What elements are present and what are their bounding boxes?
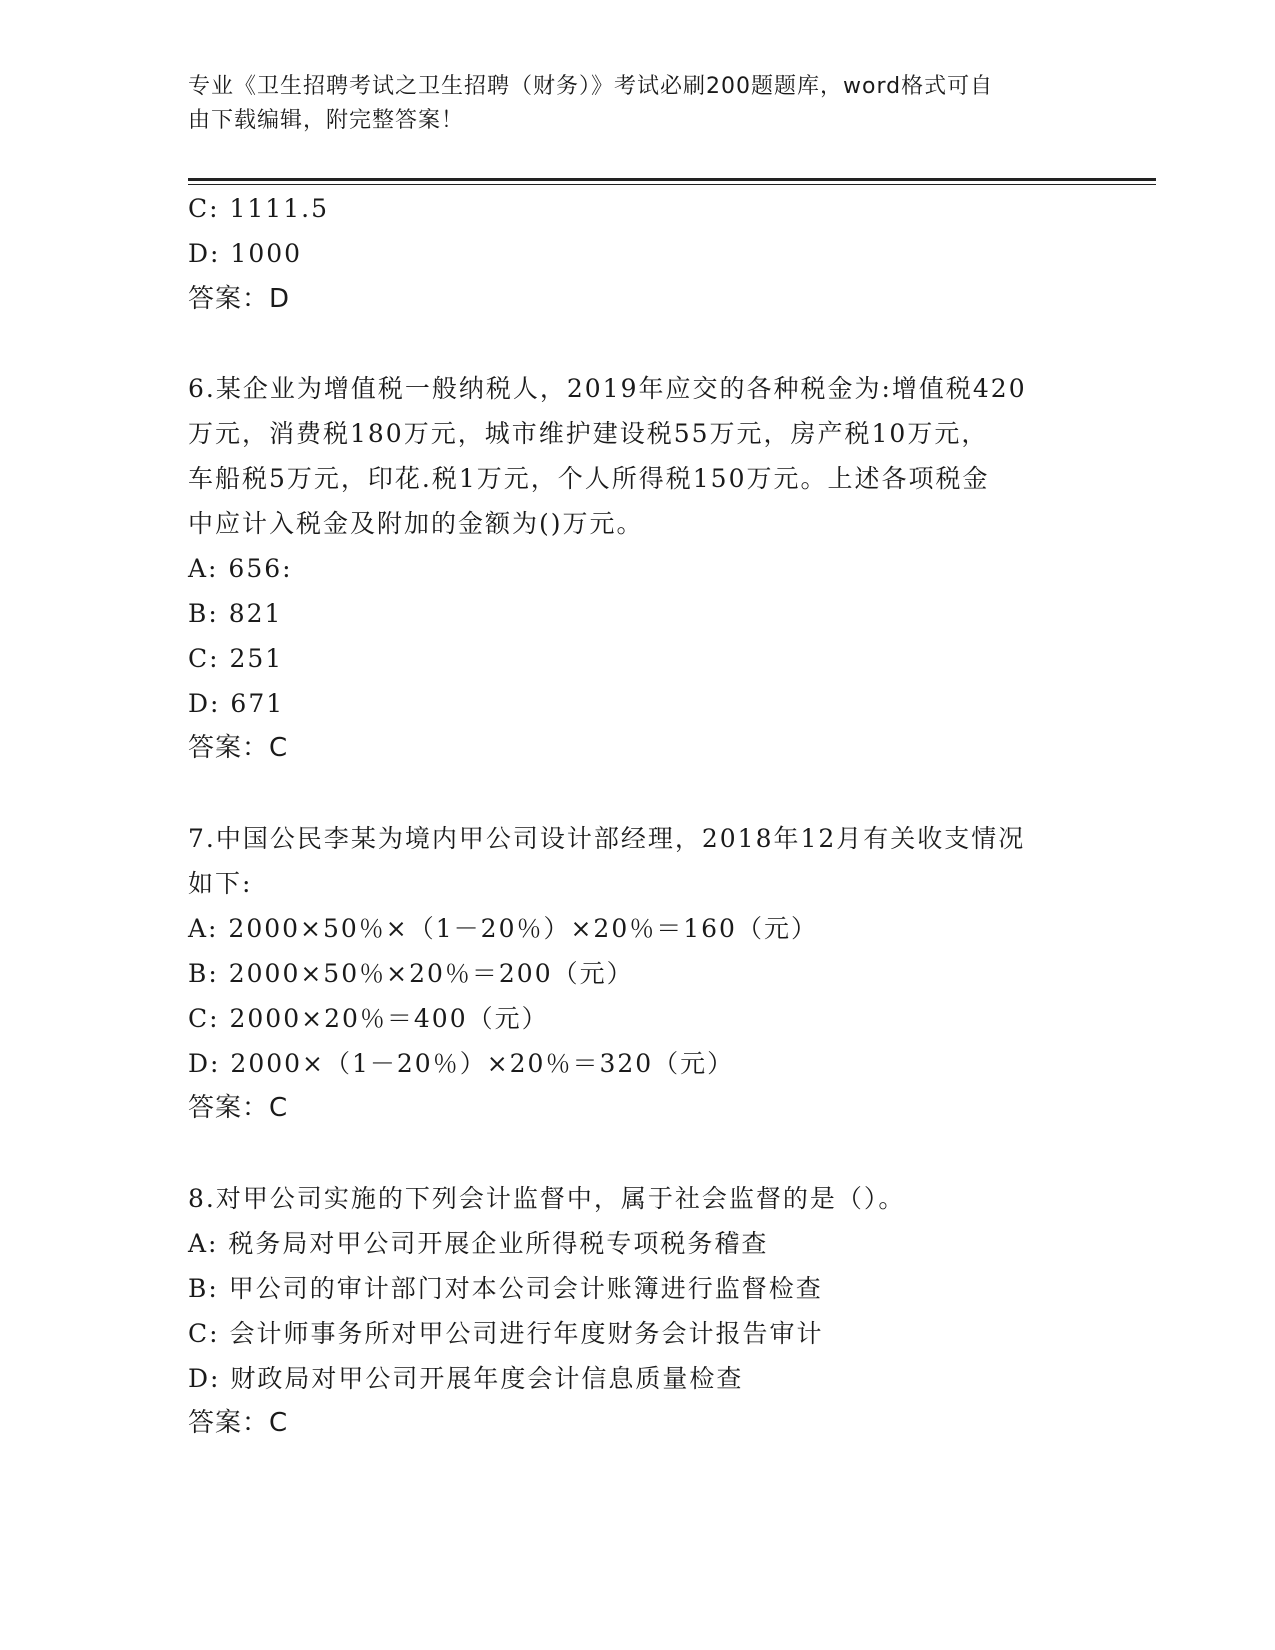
header-title-line-1: 专业《卫生招聘考试之卫生招聘（财务）》考试必刷200题题库，word格式可自 — [188, 74, 994, 99]
q6-stem-line-2: 万元，消费税180万元，城市维护建设税55万元，房产税10万元， — [188, 419, 989, 448]
q6-option-a: A: 656: — [188, 554, 293, 583]
q8-option-b: B: 甲公司的审计部门对本公司会计账簿进行监督检查 — [188, 1274, 823, 1303]
header-divider-thin — [188, 184, 1156, 185]
q7-option-b: B: 2000×50％×20％＝200（元） — [188, 959, 634, 988]
q7-stem-line-2: 如下: — [188, 869, 253, 898]
q6-answer: 答案：C — [188, 733, 289, 763]
q8-answer: 答案：C — [188, 1408, 289, 1438]
q6-option-c: C: 251 — [188, 644, 284, 673]
q8-option-d: D: 财政局对甲公司开展年度会计信息质量检查 — [188, 1364, 744, 1393]
q8-option-c: C: 会计师事务所对甲公司进行年度财务会计报告审计 — [188, 1319, 824, 1348]
q7-option-a: A: 2000×50％×（1－20％）×20％＝160（元） — [188, 914, 818, 943]
q6-option-d: D: 671 — [188, 689, 285, 718]
q8-stem-line-1: 8.对甲公司实施的下列会计监督中，属于社会监督的是（）。 — [188, 1184, 906, 1213]
header-title-line-2: 由下载编辑，附完整答案！ — [188, 108, 465, 133]
q7-answer: 答案：C — [188, 1093, 289, 1123]
q5-option-d: D: 1000 — [188, 239, 303, 268]
q7-option-c: C: 2000×20％＝400（元） — [188, 1004, 549, 1033]
q5-answer: 答案：D — [188, 284, 291, 314]
q5-option-c: C: 1111.5 — [188, 194, 329, 223]
q7-stem-line-1: 7.中国公民李某为境内甲公司设计部经理，2018年12月有关收支情况 — [188, 824, 1026, 853]
q6-stem-line-1: 6.某企业为增值税一般纳税人，2019年应交的各种税金为:增值税420 — [188, 374, 1027, 403]
q8-option-a: A: 税务局对甲公司开展企业所得税专项税务稽查 — [188, 1229, 769, 1258]
q6-stem-line-4: 中应计入税金及附加的金额为()万元。 — [188, 509, 644, 538]
q6-option-b: B: 821 — [188, 599, 283, 628]
header-divider-thick — [188, 178, 1156, 181]
q7-option-d: D: 2000×（1－20％）×20％＝320（元） — [188, 1049, 735, 1078]
q6-stem-line-3: 车船税5万元，印花.税1万元，个人所得税150万元。上述各项税金 — [188, 464, 990, 493]
